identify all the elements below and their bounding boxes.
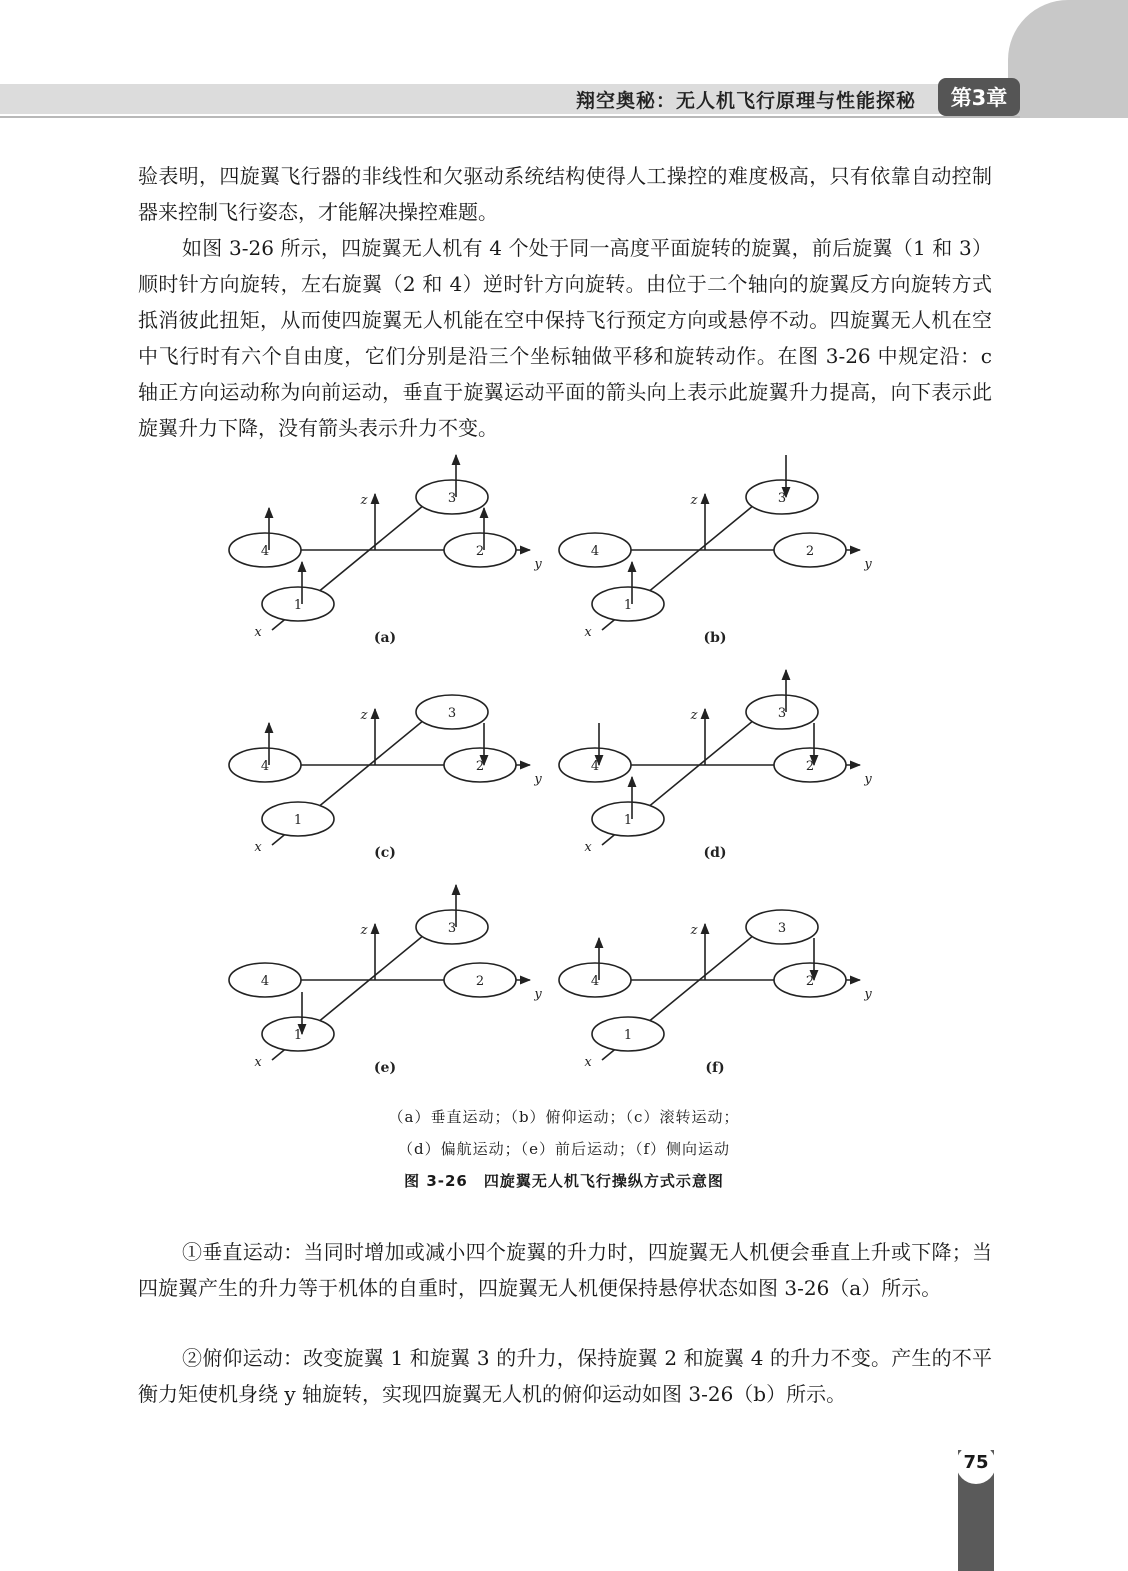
panel-b [559,455,872,646]
x-axis-label: x [584,625,592,640]
figure-3-26 [220,452,920,1102]
paragraph-4: ②俯仰运动：改变旋翼 1 和旋翼 3 的升力，保持旋翼 2 和旋翼 4 的升力不变。产生的不平衡力矩使机身绕 y 轴旋转，实现四旋翼无人机的俯仰运动如图 3-26（b）所示。 [138,1346,992,1406]
x-axis-label: x [254,625,262,640]
rotor-label-4: 4 [260,544,270,559]
rotor-label-2: 2 [475,759,485,774]
rotor-label-2: 2 [805,544,815,559]
rotor-label-4: 4 [590,974,600,989]
y-axis-label: y [534,557,542,572]
panel-f [559,910,872,1076]
rotor-label-4: 4 [590,759,600,774]
rotor-label-3: 3 [447,706,457,721]
rotor-label-1: 1 [293,1028,303,1043]
rotor-label-4: 4 [260,974,270,989]
z-axis-label: z [690,708,698,723]
y-axis-label: y [534,772,542,787]
page-number: 75 [963,1452,989,1473]
z-axis-label: z [690,923,698,938]
paragraph-2: 如图 3-26 所示，四旋翼无人机有 4 个处于同一高度平面旋转的旋翼，前后旋翼（1 和 3）顺时针方向旋转，左右旋翼（2 和 4）逆时针方向旋转。由位于二个轴向的旋翼反方向旋转方式抵消彼此扭矩，从而使四旋翼无人机能在空中保持飞行预定方向或悬停不动。四旋翼无人机在空中飞行时有六个自由度，它们分别是沿三个坐标轴做平移和旋转动作。在图 3-26 中规定沿：c 轴正方向运动称为向前运动，垂直于旋翼运动平面的箭头向上表示此旋翼升力提高，向下表示此旋翼升力下降，没有箭头表示升力不变。 [138,236,992,440]
chapter-badge: 第3章 [938,78,1020,116]
x-axis-label: x [584,840,592,855]
y-axis-label: y [864,772,872,787]
z-axis-label: z [360,708,368,723]
z-axis-label: z [360,493,368,508]
header-rule [0,116,1020,118]
y-axis-label: y [864,987,872,1002]
rotor-label-1: 1 [623,813,633,828]
panel-e [229,885,542,1076]
x-axis-label: x [254,840,262,855]
rotor-label-1: 1 [623,598,633,613]
caption-line-1: （a）垂直运动；（b）俯仰运动；（c）滚转运动； [388,1108,740,1126]
rotor-label-3: 3 [777,921,787,936]
panel-label: (e) [373,1060,397,1076]
rotor-label-2: 2 [475,974,485,989]
panel-label: (f) [705,1060,725,1076]
panel-d [559,670,872,861]
rotor-label-4: 4 [590,544,600,559]
paragraph-3: ①垂直运动：当同时增加或减小四个旋翼的升力时，四旋翼无人机便会垂直上升或下降；当四旋翼产生的升力等于机体的自重时，四旋翼无人机便保持悬停状态如图 3-26（a）所示。 [138,1240,992,1300]
book-title: 翔空奥秘：无人机飞行原理与性能探秘 [575,90,916,112]
z-axis-label: z [690,493,698,508]
rotor-label-3: 3 [777,491,787,506]
figure-caption-title: 图 3-26 四旋翼无人机飞行操纵方式示意图 [404,1172,724,1190]
y-axis-label: y [534,987,542,1002]
z-axis-label: z [360,923,368,938]
x-axis-label: x [584,1055,592,1070]
panel-label: (a) [373,630,397,646]
rotor-label-1: 1 [623,1028,633,1043]
x-axis-label: x [254,1055,262,1070]
rotor-label-2: 2 [805,974,815,989]
panel-c [229,695,542,861]
y-axis-label: y [864,557,872,572]
rotor-label-2: 2 [805,759,815,774]
caption-line-2: （d）偏航运动；（e）前后运动；（f）侧向运动 [397,1140,731,1158]
rotor-label-2: 2 [475,544,485,559]
header-tab-decoration [1008,0,1128,118]
panel-label: (d) [703,845,727,861]
rotor-label-3: 3 [447,491,457,506]
rotor-label-1: 1 [293,813,303,828]
quadrotor-diagram [220,452,920,1102]
rotor-label-3: 3 [447,921,457,936]
rotor-label-3: 3 [777,706,787,721]
rotor-label-4: 4 [260,759,270,774]
panel-label: (b) [703,630,727,646]
rotor-label-1: 1 [293,598,303,613]
paragraph-1: 验表明，四旋翼飞行器的非线性和欠驱动系统结构使得人工操控的难度极高，只有依靠自动控制器来控制飞行姿态，才能解决操控难题。 [138,164,992,224]
panel-a [229,455,542,646]
panel-label: (c) [374,845,396,861]
